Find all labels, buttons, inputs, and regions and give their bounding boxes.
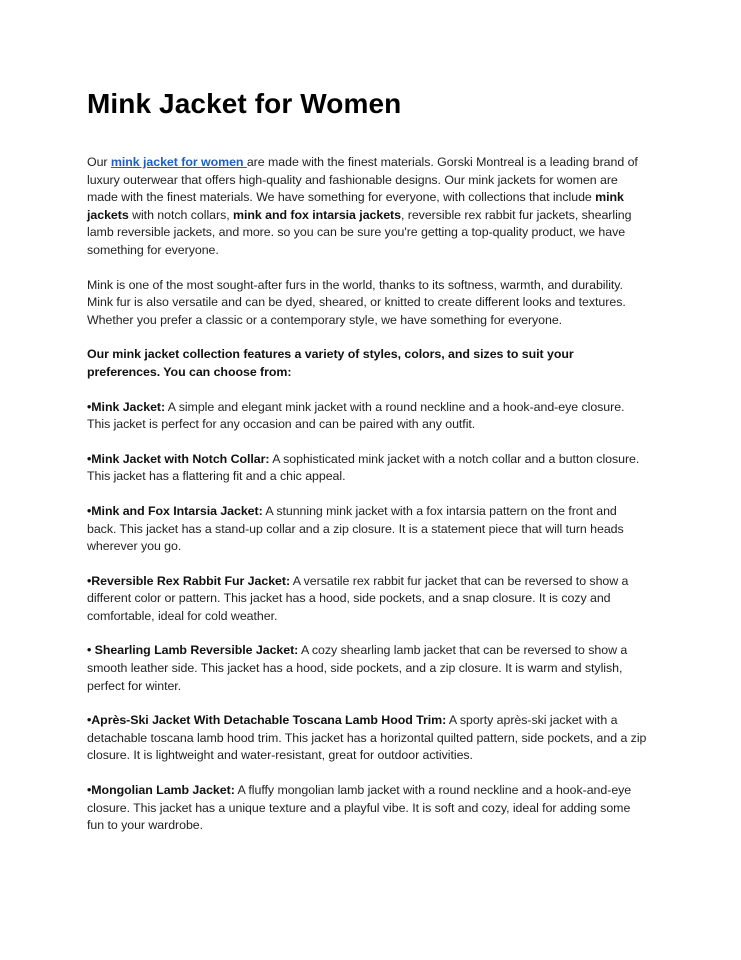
item-text: A fluffy mongolian lamb jacket with a round neckline and a hook-and-eye closure. This jacket has a unique texture and a playful vibe. It is soft and cozy, ideal for adding some fun to your wardrobe. <box>87 783 632 833</box>
item-name: •Après-Ski Jacket With Detachable Toscana Lamb Hood Trim: <box>87 713 447 728</box>
item-text: A sporty après-ski jacket with a detachable toscana lamb hood trim. This jacket has a horizontal quilted pattern, side pockets, and a zip closure. It is lightweight and water-resistant, great for outdoor activities. <box>87 713 647 763</box>
intro-bold-2: mink and fox intarsia jackets <box>233 207 401 222</box>
mink-description-paragraph: Mink is one of the most sought-after furs in the world, thanks to its softness, warmth, and durability. Mink fur is also versatile and can be dyed, sheared, or knitted to create different looks and textures. Whether you prefer a classic or a contemporary style, we have something for everyone. <box>87 277 626 327</box>
intro-bold-1: mink jackets <box>87 190 624 222</box>
list-item <box>87 573 647 626</box>
item-name: •Mink and Fox Intarsia Jacket: <box>87 503 263 518</box>
page-title: Mink Jacket for Women <box>87 88 402 119</box>
item-name: •Mongolian Lamb Jacket: <box>87 783 235 798</box>
list-item <box>87 503 647 556</box>
item-text: A cozy shearling lamb jacket that can be reversed to show a smooth leather side. This jacket has a hood, side pockets, and a zip closure. It is warm and stylish, perfect for winter. <box>87 643 628 693</box>
document-page <box>87 86 647 852</box>
intro-text-2: with notch collars, <box>128 207 234 222</box>
item-text: A sophisticated mink jacket with a notch collar and a button closure. This jacket has a flattering fit and a chic appeal. <box>87 451 640 484</box>
intro-paragraph <box>87 154 647 260</box>
item-name: • Shearling Lamb Reversible Jacket: <box>87 643 299 658</box>
list-item <box>87 782 647 835</box>
list-item <box>87 451 647 486</box>
item-text: A stunning mink jacket with a fox intarsia pattern on the front and back. This jacket has a stand-up collar and a zip closure. It is a statement piece that will turn heads wherever you go. <box>87 503 624 554</box>
item-text: A versatile rex rabbit fur jacket that can be reversed to show a different color or pattern. This jacket has a hood, side pockets, and a snap closure. It is cozy and comfortable, ideal for cold weather. <box>87 573 629 623</box>
item-name: •Reversible Rex Rabbit Fur Jacket: <box>87 573 291 588</box>
intro-text-3: , reversible rex rabbit fur jackets, shearling lamb reversible jackets, and more. so you can be sure you're getting a top-quality product, we have something for everyone. <box>87 207 632 257</box>
item-name: •Mink Jacket: <box>87 399 166 414</box>
collection-heading: Our mink jacket collection features a variety of styles, colors, and sizes to suit your preferences. You can choose from: <box>87 347 574 379</box>
list-item <box>87 399 647 434</box>
intro-text-1: are made with the finest materials. Gorski Montreal is a leading brand of luxury outerwear that offers high-quality and fashionable designs. Our mink jackets for women are made with the finest materials. We have something for everyone, with collections that include <box>87 155 638 205</box>
list-item <box>87 642 647 695</box>
list-item <box>87 712 647 765</box>
item-name: •Mink Jacket with Notch Collar: <box>87 451 270 466</box>
intro-prefix: Our <box>87 155 111 169</box>
mink-jacket-link[interactable]: mink jacket for women <box>110 155 247 169</box>
item-text: A simple and elegant mink jacket with a round neckline and a hook-and-eye closure. This jacket is perfect for any occasion and can be paired with any outfit. <box>87 399 625 432</box>
